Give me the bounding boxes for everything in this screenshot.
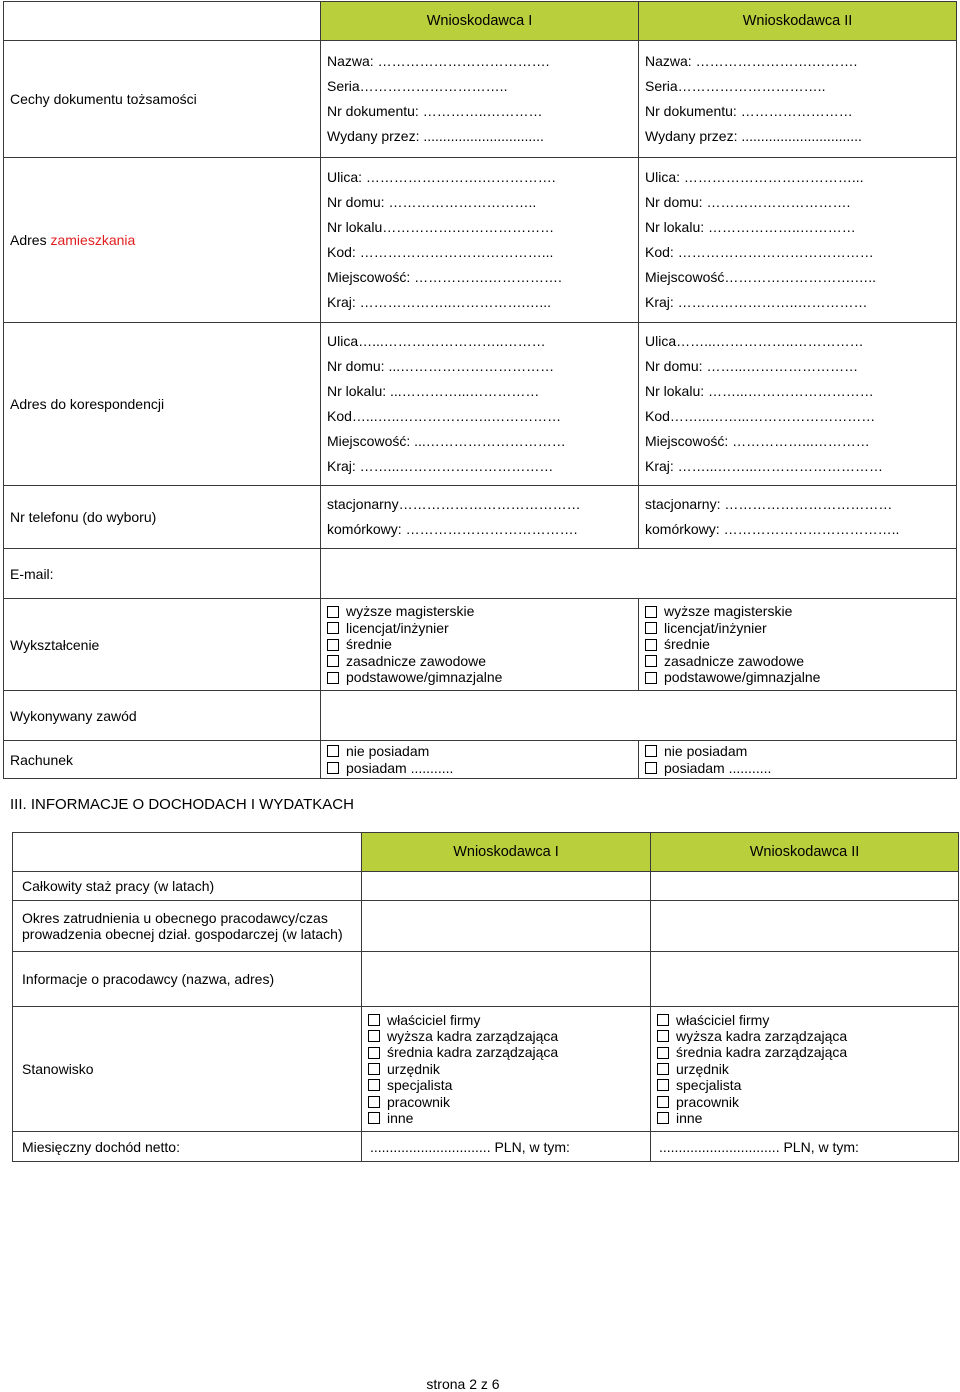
position-option-specialist[interactable]: [657, 1077, 958, 1093]
checkbox-icon[interactable]: [327, 606, 339, 618]
education-option-higher-masters[interactable]: [645, 603, 956, 620]
position-option-clerk[interactable]: [368, 1061, 650, 1077]
correspondence-applicant-2[interactable]: [639, 323, 957, 486]
phone-row: [4, 486, 957, 549]
employment-period-applicant-2[interactable]: [651, 901, 959, 952]
option-label: pracownik: [676, 1093, 740, 1110]
position-option-employee[interactable]: [368, 1094, 650, 1110]
option-label: wyższe magisterskie: [664, 603, 793, 620]
phone-applicant-1[interactable]: [321, 486, 639, 549]
education-option-vocational[interactable]: [645, 653, 956, 670]
option-label: inne: [676, 1109, 703, 1126]
education-applicant-2: [639, 599, 957, 691]
checkbox-icon[interactable]: [368, 1112, 380, 1124]
identity-series-field[interactable]: Seria…………………………..: [645, 78, 826, 94]
email-field[interactable]: [321, 549, 957, 599]
education-applicant-1: [321, 599, 639, 691]
checkbox-icon[interactable]: [327, 672, 339, 684]
account-option-has[interactable]: [645, 760, 956, 777]
position-applicant-1: [362, 1007, 651, 1132]
employer-info-row: [13, 952, 959, 1007]
option-label: nie posiadam: [346, 743, 430, 759]
position-option-middle-management[interactable]: [368, 1044, 650, 1060]
apartment-field[interactable]: Nr lokalu: ………………..…………: [645, 219, 856, 235]
house-number-field[interactable]: Nr domu: …………………………..: [327, 194, 537, 210]
address-row: [4, 158, 957, 323]
checkbox-icon[interactable]: [368, 1014, 380, 1026]
country-field[interactable]: Kraj: ……...……...………………………: [645, 458, 884, 474]
employer-info-applicant-1[interactable]: [362, 952, 651, 1007]
option-label: średnia kadra zarządzająca: [676, 1044, 848, 1061]
checkbox-icon[interactable]: [368, 1030, 380, 1042]
checkbox-icon[interactable]: [657, 1063, 669, 1075]
checkbox-icon[interactable]: [657, 1079, 669, 1091]
apartment-field[interactable]: Nr lokalu: ...…………...……………: [327, 383, 540, 399]
option-label: urzędnik: [387, 1060, 440, 1077]
checkbox-icon[interactable]: [327, 622, 339, 634]
identity-number-field[interactable]: Nr dokumentu: ……………………: [645, 103, 853, 119]
checkbox-icon[interactable]: [645, 672, 657, 684]
correspondence-row: [4, 323, 957, 486]
education-option-bachelor[interactable]: [327, 620, 638, 637]
apartment-field[interactable]: Nr lokalu…………….…………………: [327, 219, 555, 235]
country-field[interactable]: Kraj: ……...……………………………: [327, 458, 554, 474]
checkbox-icon[interactable]: [645, 762, 657, 774]
checkbox-icon[interactable]: [645, 655, 657, 667]
identity-number-field[interactable]: Nr dokumentu: …………..…………: [327, 103, 543, 119]
email-label: E-mail:: [4, 549, 321, 599]
option-label: podstawowe/gimnazjalne: [346, 669, 503, 686]
position-option-senior-management[interactable]: [368, 1028, 650, 1044]
identity-series-field[interactable]: Seria…………………………..: [327, 78, 508, 94]
address-applicant-1[interactable]: [321, 158, 639, 323]
header-empty-cell: [13, 833, 362, 872]
employer-info-label: Informacje o pracodawcy (nazwa, adres): [13, 952, 362, 1007]
option-label: posiadam ...........: [346, 759, 454, 776]
phone-applicant-2[interactable]: [639, 486, 957, 549]
house-number-field[interactable]: Nr domu: ……...……………………: [645, 358, 859, 374]
checkbox-icon[interactable]: [327, 762, 339, 774]
account-label: Rachunek: [4, 741, 321, 779]
checkbox-icon[interactable]: [657, 1047, 669, 1059]
option-label: wyższa kadra zarządzająca: [676, 1028, 848, 1045]
income-row: [13, 1132, 959, 1162]
landline-field[interactable]: stacjonarny…………………………………: [327, 496, 581, 512]
education-option-primary[interactable]: [645, 669, 956, 686]
account-applicant-1: [321, 741, 639, 779]
option-label: specjalista: [387, 1077, 453, 1094]
income-label: Miesięczny dochód netto:: [13, 1132, 362, 1162]
education-option-bachelor[interactable]: [645, 620, 956, 637]
seniority-applicant-1[interactable]: [362, 872, 651, 901]
option-label: wyższa kadra zarządzająca: [387, 1028, 559, 1045]
position-option-owner[interactable]: [368, 1012, 650, 1028]
page-number: strona 2 z 6: [426, 1376, 500, 1392]
option-label: nie posiadam: [664, 743, 748, 759]
position-option-owner[interactable]: [657, 1012, 958, 1028]
employer-info-applicant-2[interactable]: [651, 952, 959, 1007]
address-label-prefix: Adres: [10, 232, 51, 248]
street-field[interactable]: Ulica: ………………………………...: [645, 169, 864, 185]
position-option-employee[interactable]: [657, 1094, 958, 1110]
identity-applicant-1[interactable]: [321, 41, 639, 158]
address-applicant-2[interactable]: [639, 158, 957, 323]
occupation-label: Wykonywany zawód: [4, 691, 321, 741]
checkbox-icon[interactable]: [645, 606, 657, 618]
position-option-specialist[interactable]: [368, 1077, 650, 1093]
checkbox-icon[interactable]: [657, 1030, 669, 1042]
address-label: [4, 158, 321, 323]
city-field[interactable]: Miejscowość: ……………...…………: [645, 433, 870, 449]
city-field[interactable]: Miejscowość: …………….…………….: [327, 269, 562, 285]
identity-issuer-field[interactable]: Wydany przez: ...............................: [327, 128, 544, 144]
seniority-label: Całkowity staż pracy (w latach): [13, 872, 362, 901]
occupation-field[interactable]: [321, 691, 957, 741]
checkbox-icon[interactable]: [657, 1014, 669, 1026]
checkbox-icon[interactable]: [368, 1063, 380, 1075]
address-label-highlight: zamieszkania: [50, 232, 136, 248]
option-label: zasadnicze zawodowe: [346, 652, 487, 669]
income-table: [12, 832, 959, 1162]
identity-issuer-field[interactable]: Wydany przez: ...............................: [645, 128, 862, 144]
street-field[interactable]: Ulica…...……………………..………: [327, 333, 546, 349]
identity-applicant-2[interactable]: [639, 41, 957, 158]
section-title: III. INFORMACJE O DOCHODACH I WYDATKACH: [10, 796, 354, 813]
applicant-data-table: [3, 1, 957, 779]
option-label: urzędnik: [676, 1060, 729, 1077]
education-option-secondary[interactable]: [327, 636, 638, 653]
option-label: średnia kadra zarządzająca: [387, 1044, 559, 1061]
identity-name-field[interactable]: Nazwa: …………………….……….: [645, 53, 858, 69]
account-applicant-2: [639, 741, 957, 779]
email-row: [4, 549, 957, 599]
option-label: właściciel firmy: [676, 1011, 770, 1028]
seniority-applicant-2[interactable]: [651, 872, 959, 901]
education-label: Wykształcenie: [4, 599, 321, 691]
option-label: wyższe magisterskie: [346, 603, 475, 620]
checkbox-icon[interactable]: [327, 655, 339, 667]
option-label: pracownik: [387, 1093, 451, 1110]
position-option-middle-management[interactable]: [657, 1044, 958, 1060]
position-row: [13, 1007, 959, 1132]
checkbox-icon[interactable]: [657, 1096, 669, 1108]
header-applicant-1: Wnioskodawca I: [362, 833, 651, 872]
identity-label: Cechy dokumentu tożsamości: [4, 41, 321, 158]
education-option-primary[interactable]: [327, 669, 638, 686]
mobile-field[interactable]: komórkowy: ………………………………..: [645, 521, 900, 537]
checkbox-icon[interactable]: [368, 1096, 380, 1108]
option-label: licencjat/inżynier: [664, 619, 767, 636]
checkbox-icon[interactable]: [327, 745, 339, 757]
option-label: właściciel firmy: [387, 1011, 481, 1028]
option-label: zasadnicze zawodowe: [664, 652, 805, 669]
seniority-row: [13, 872, 959, 901]
account-option-none[interactable]: [645, 743, 956, 760]
postal-code-field[interactable]: Kod…...…..………………..……………: [327, 408, 562, 424]
account-option-has[interactable]: [327, 760, 638, 777]
account-row: [4, 741, 957, 779]
checkbox-icon[interactable]: [657, 1112, 669, 1124]
checkbox-icon[interactable]: [645, 622, 657, 634]
house-number-field[interactable]: Nr domu: ………………………….: [645, 194, 851, 210]
identity-name-field[interactable]: Nazwa: ……………………………….: [327, 53, 550, 69]
postal-code-field[interactable]: Kod……...……...………………………: [645, 408, 876, 424]
income-applicant-1[interactable]: ............................... PLN, w tym:: [362, 1132, 651, 1162]
position-label: Stanowisko: [13, 1007, 362, 1132]
postal-code-field[interactable]: Kod: …………………………………...: [327, 244, 554, 260]
education-option-vocational[interactable]: [327, 653, 638, 670]
income-applicant-2[interactable]: ............................... PLN, w tym:: [651, 1132, 959, 1162]
city-field[interactable]: Miejscowość: ...…………………………: [327, 433, 566, 449]
education-option-secondary[interactable]: [645, 636, 956, 653]
option-label: średnie: [346, 636, 392, 653]
position-option-other[interactable]: [657, 1110, 958, 1126]
position-option-clerk[interactable]: [657, 1061, 958, 1077]
postal-code-field[interactable]: Kod: ……………………………………: [645, 244, 874, 260]
correspondence-label: Adres do korespondencji: [4, 323, 321, 486]
checkbox-icon[interactable]: [645, 639, 657, 651]
street-field[interactable]: Ulica……...……………..……………: [645, 333, 864, 349]
checkbox-icon[interactable]: [645, 745, 657, 757]
employment-period-applicant-1[interactable]: [362, 901, 651, 952]
apartment-field[interactable]: Nr lokalu: ……...………………………: [645, 383, 874, 399]
employment-period-label: Okres zatrudnienia u obecnego pracodawcy/czas prowadzenia obecnej dział. gospodarczej (w latach): [13, 901, 362, 952]
header-applicant-2: Wnioskodawca II: [639, 2, 957, 41]
employment-period-row: [13, 901, 959, 952]
header-applicant-1: Wnioskodawca I: [321, 2, 639, 41]
option-label: specjalista: [676, 1077, 742, 1094]
position-applicant-2: [651, 1007, 959, 1132]
checkbox-icon[interactable]: [368, 1079, 380, 1091]
option-label: podstawowe/gimnazjalne: [664, 669, 821, 686]
account-option-none[interactable]: [327, 743, 638, 760]
correspondence-applicant-1[interactable]: [321, 323, 639, 486]
mobile-field[interactable]: komórkowy: ……………………………….: [327, 521, 578, 537]
city-field[interactable]: Miejscowość……………………….…..: [645, 269, 877, 285]
checkbox-icon[interactable]: [368, 1047, 380, 1059]
header-empty-cell: [4, 2, 321, 41]
street-field[interactable]: Ulica: …………………….…………….: [327, 169, 556, 185]
education-row: [4, 599, 957, 691]
option-label: licencjat/inżynier: [346, 619, 449, 636]
phone-label: Nr telefonu (do wyboru): [4, 486, 321, 549]
header-applicant-2: Wnioskodawca II: [651, 833, 959, 872]
country-field[interactable]: Kraj: ………………..…………….…...: [327, 294, 552, 310]
position-option-other[interactable]: [368, 1110, 650, 1126]
house-number-field[interactable]: Nr domu: ...……………………………: [327, 358, 555, 374]
position-option-senior-management[interactable]: [657, 1028, 958, 1044]
occupation-row: [4, 691, 957, 741]
option-label: średnie: [664, 636, 710, 653]
option-label: inne: [387, 1109, 414, 1126]
country-field[interactable]: Kraj: ……………………..……………: [645, 294, 868, 310]
option-label: posiadam ...........: [664, 759, 772, 776]
checkbox-icon[interactable]: [327, 639, 339, 651]
education-option-higher-masters[interactable]: [327, 603, 638, 620]
landline-field[interactable]: stacjonarny: ………………………………: [645, 496, 893, 512]
identity-row: [4, 41, 957, 158]
